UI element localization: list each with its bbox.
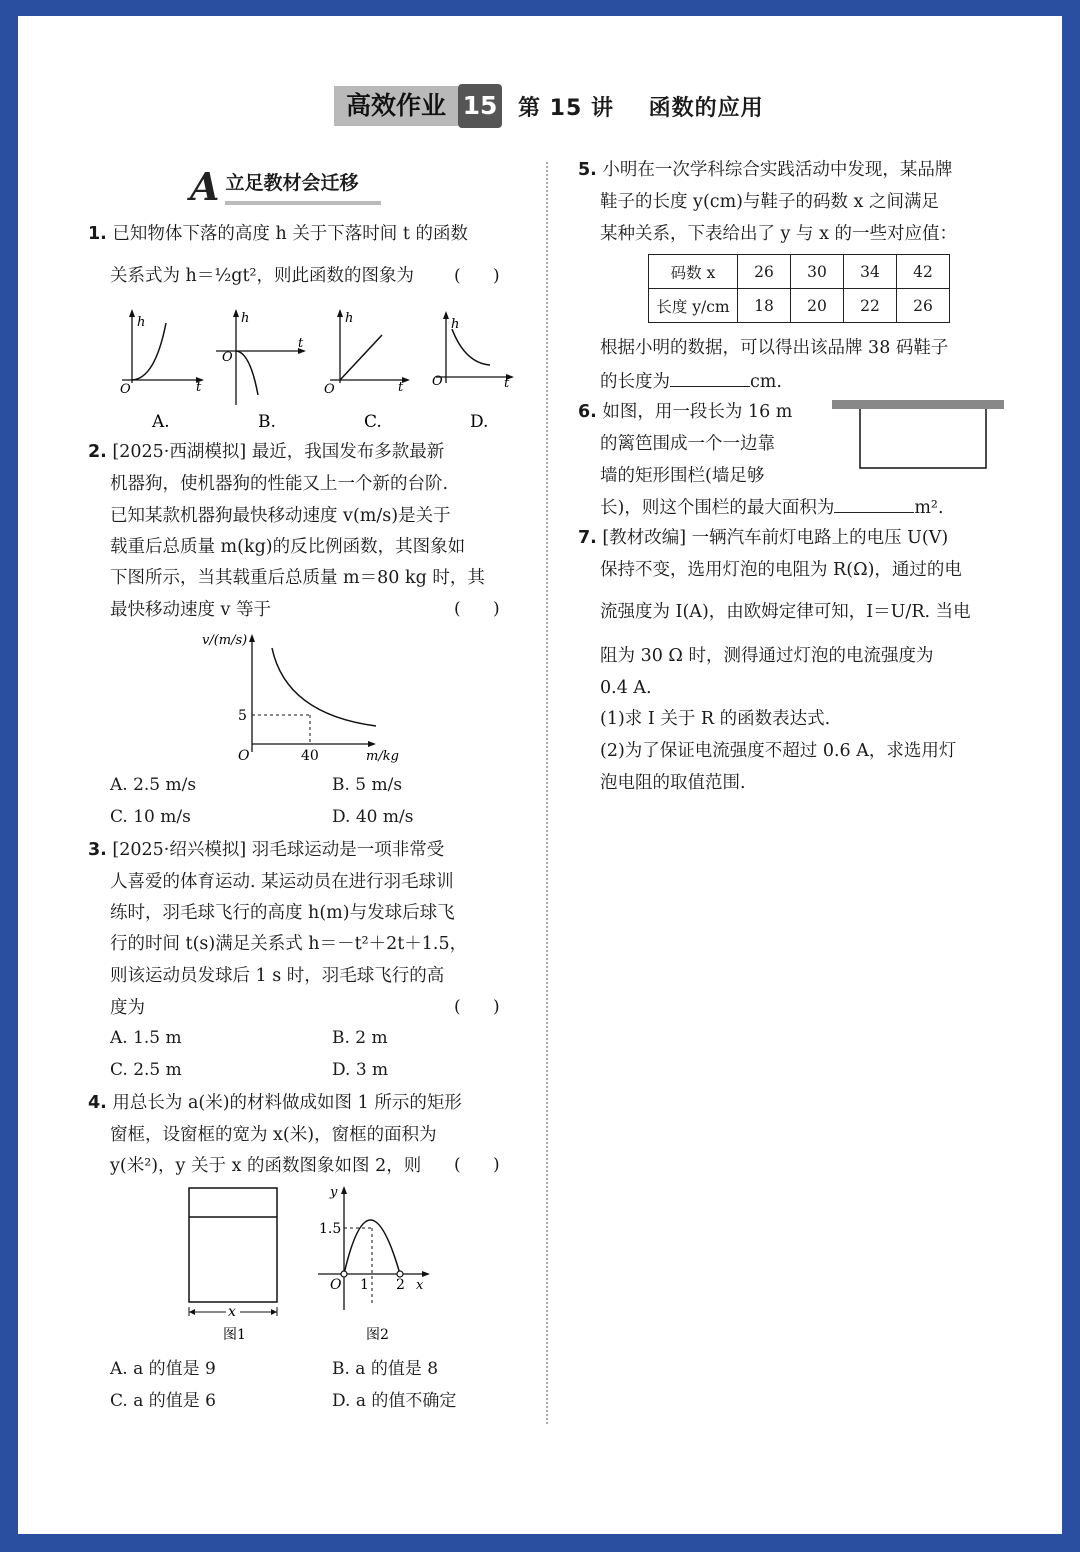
section-letter: A <box>190 164 220 209</box>
q5-row1-cell: 26 <box>738 255 791 289</box>
q1-a-xlabel: t <box>196 380 202 395</box>
table-row <box>649 289 950 323</box>
q1-text-2: 关系式为 h＝½gt²，则此函数的图象为 <box>110 266 415 286</box>
q3-text-5: 则该运动员发球后 1 s 时，羽毛球飞行的高 <box>110 966 445 986</box>
q4-fig2-ylabel: y <box>330 1185 338 1200</box>
q1-graph-a <box>120 309 204 432</box>
q4-option-d: D. a 的值不确定 <box>332 1391 457 1411</box>
q1-option-a: A. <box>152 412 170 432</box>
q3-number: 3. <box>88 840 107 860</box>
q6-text-2: 的篱笆围成一个一边靠 <box>600 434 775 454</box>
q1-c-ylabel: h <box>345 311 354 326</box>
table-row <box>649 255 950 289</box>
q2-graph <box>200 628 420 768</box>
q5-after-2-post: cm. <box>750 372 782 392</box>
q6-figure <box>828 398 1008 473</box>
q5-text-2: 鞋子的长度 y(cm)与鞋子的码数 x 之间满足 <box>600 192 939 212</box>
q2-text-1: [2025·西湖模拟] 最近，我国发布多款最新 <box>112 442 445 462</box>
q3-option-c: C. 2.5 m <box>110 1060 182 1080</box>
q1-c-origin: O <box>324 382 335 397</box>
q2-xlabel: m/kg <box>366 749 399 764</box>
q2-number: 2. <box>88 442 107 462</box>
q1-d-xlabel: t <box>504 376 510 391</box>
q4-fig2-ytick: 1.5 <box>319 1221 342 1237</box>
q1-graph-b <box>216 309 306 432</box>
q4-text-2: 窗框，设窗框的宽为 x(米)，窗框的面积为 <box>110 1125 437 1145</box>
q5-after-1: 根据小明的数据，可以得出该品牌 38 码鞋子 <box>600 338 949 358</box>
q1-d-ylabel: h <box>451 317 460 332</box>
q7-text-5: 0.4 A. <box>600 678 652 698</box>
q1-b-xlabel: t <box>298 336 304 351</box>
q7-text-8: 泡电阻的取值范围. <box>600 773 746 793</box>
lesson-number-badge: 15 <box>458 84 502 128</box>
q1-a-origin: O <box>120 382 131 397</box>
q7-text-3: 流强度为 I(A)，由欧姆定律可知，I＝U/R. 当电 <box>600 602 971 622</box>
lesson-title: 第 15 讲 函数的应用 <box>518 95 764 121</box>
q5-answer-blank[interactable] <box>670 368 750 387</box>
q5-table <box>648 254 950 323</box>
q3-option-d: D. 3 m <box>332 1060 389 1080</box>
q2-option-b: B. 5 m/s <box>332 775 403 795</box>
q6-last-post: m². <box>914 498 944 518</box>
q2-text-5: 下图所示，当其载重后总质量 m＝80 kg 时，其 <box>110 568 485 588</box>
column-divider <box>546 162 548 1424</box>
q1-number: 1. <box>88 224 107 244</box>
q5-row1-cell: 34 <box>844 255 897 289</box>
q5-row1-cell: 42 <box>897 255 950 289</box>
q2-answer-paren: ( ) <box>454 599 500 619</box>
q2-origin: O <box>238 748 250 764</box>
q3-option-b: B. 2 m <box>332 1028 388 1048</box>
q1-graphs <box>100 305 530 435</box>
q4-number: 4. <box>88 1093 107 1113</box>
q6-answer-blank[interactable] <box>834 494 914 513</box>
section-title: 立足教材会迁移 <box>225 168 380 205</box>
q3-option-a: A. 1.5 m <box>110 1028 182 1048</box>
q4-text-1: 用总长为 a(米)的材料做成如图 1 所示的矩形 <box>112 1093 462 1113</box>
header-tag: 高效作业 <box>334 86 458 126</box>
page-header <box>334 84 764 128</box>
q4-fig1-xlabel: x <box>228 1304 236 1320</box>
q5-row1-head: 码数 x <box>649 255 738 289</box>
q5-text-3: 某种关系，下表给出了 y 与 x 的一些对应值： <box>600 224 958 244</box>
q4-answer-paren: ( ) <box>454 1155 500 1175</box>
q7-part-2: (2)为了保证电流强度不超过 0.6 A，求选用灯 <box>600 741 957 761</box>
q4-fig2-xlabel: x <box>416 1278 424 1293</box>
q6-text-1: 如图，用一段长为 16 m <box>602 402 793 422</box>
q4-text-3: y(米²)，y 关于 x 的函数图象如图 2，则 <box>110 1156 422 1176</box>
q2-option-a: A. 2.5 m/s <box>110 775 197 795</box>
q6-last-pre: 长)，则这个围栏的最大面积为 <box>600 498 835 518</box>
section-heading <box>190 164 381 209</box>
q6-line-1 <box>578 400 792 424</box>
q4-fig1-caption: 图1 <box>223 1327 246 1343</box>
q5-after-2 <box>600 368 782 394</box>
q5-row1-cell: 30 <box>791 255 844 289</box>
q2-text-6: 最快移动速度 v 等于 <box>110 600 272 620</box>
q1-graph-c <box>324 309 410 432</box>
q3-answer-paren: ( ) <box>454 997 500 1017</box>
q5-row2-head: 长度 y/cm <box>649 289 738 323</box>
q4-fig2-origin: O <box>330 1277 342 1293</box>
q7-number: 7. <box>578 528 597 548</box>
q7-text-1: [教材改编] 一辆汽车前灯电路上的电压 U(V) <box>602 528 949 548</box>
q2-option-c: C. 10 m/s <box>110 807 191 827</box>
q1-graph-d <box>432 311 514 432</box>
q4-fig2-xtick-1: 1 <box>360 1277 369 1293</box>
q4-option-c: C. a 的值是 6 <box>110 1391 216 1411</box>
q2-text-3: 已知某款机器狗最快移动速度 v(m/s)是关于 <box>110 506 451 526</box>
q4-fig2-xtick-2: 2 <box>396 1277 405 1293</box>
q4-figure-2 <box>310 1182 440 1344</box>
q7-text-4: 阻为 30 Ω 时，测得通过灯泡的电流强度为 <box>600 646 934 666</box>
q2-xtick: 40 <box>301 748 319 764</box>
q7-text-2: 保持不变，选用灯泡的电阻为 R(Ω)，通过的电 <box>600 560 962 580</box>
q3-text-2: 人喜爱的体育运动. 某运动员在进行羽毛球训 <box>110 872 454 892</box>
q5-row2-cell: 26 <box>897 289 950 323</box>
q1-option-d: D. <box>470 412 489 432</box>
q4-fig2-caption: 图2 <box>366 1327 389 1343</box>
q1-a-ylabel: h <box>137 315 146 330</box>
q2-ylabel: v/(m/s) <box>202 633 248 648</box>
q3-line-1 <box>88 838 444 862</box>
q4-option-a: A. a 的值是 9 <box>110 1359 216 1379</box>
q4-line-1 <box>88 1091 462 1115</box>
q5-row2-cell: 18 <box>738 289 791 323</box>
q2-line-1 <box>88 440 444 464</box>
q1-answer-paren: ( ) <box>454 266 500 286</box>
q1-option-b: B. <box>258 412 276 432</box>
q2-option-d: D. 40 m/s <box>332 807 414 827</box>
q5-row2-cell: 22 <box>844 289 897 323</box>
q5-number: 5. <box>578 160 597 180</box>
q3-text-6: 度为 <box>110 998 145 1018</box>
q1-c-xlabel: t <box>398 380 404 395</box>
q6-last-line <box>600 494 944 520</box>
q2-ytick: 5 <box>238 708 247 724</box>
q1-b-origin: O <box>222 350 233 365</box>
q4-figure-1 <box>180 1182 290 1344</box>
q4-option-b: B. a 的值是 8 <box>332 1359 439 1379</box>
q3-text-4: 行的时间 t(s)满足关系式 h＝－t²＋2t＋1.5， <box>110 934 468 954</box>
q2-text-4: 载重后总质量 m(kg)的反比例函数，其图象如 <box>110 537 466 557</box>
q1-d-origin: O <box>432 374 443 389</box>
q1-option-c: C. <box>364 412 382 432</box>
q1-b-ylabel: h <box>241 311 250 326</box>
q7-line-1 <box>578 526 948 550</box>
q2-text-2: 机器狗，使机器狗的性能又上一个新的台阶. <box>110 474 449 494</box>
q3-text-1: [2025·绍兴模拟] 羽毛球运动是一项非常受 <box>112 840 445 860</box>
q3-text-3: 练时，羽毛球飞行的高度 h(m)与发球后球飞 <box>110 903 455 923</box>
q1-line-1 <box>88 222 468 246</box>
q1-text-1: 已知物体下落的高度 h 关于下落时间 t 的函数 <box>112 224 468 244</box>
q5-row2-cell: 20 <box>791 289 844 323</box>
q5-after-2-pre: 的长度为 <box>600 372 670 392</box>
q5-line-1 <box>578 158 952 182</box>
q5-text-1: 小明在一次学科综合实践活动中发现，某品牌 <box>602 160 953 180</box>
q7-part-1: (1)求 I 关于 R 的函数表达式. <box>600 709 831 729</box>
q6-text-3: 墙的矩形围栏(墙足够 <box>600 466 765 486</box>
q6-number: 6. <box>578 402 597 422</box>
